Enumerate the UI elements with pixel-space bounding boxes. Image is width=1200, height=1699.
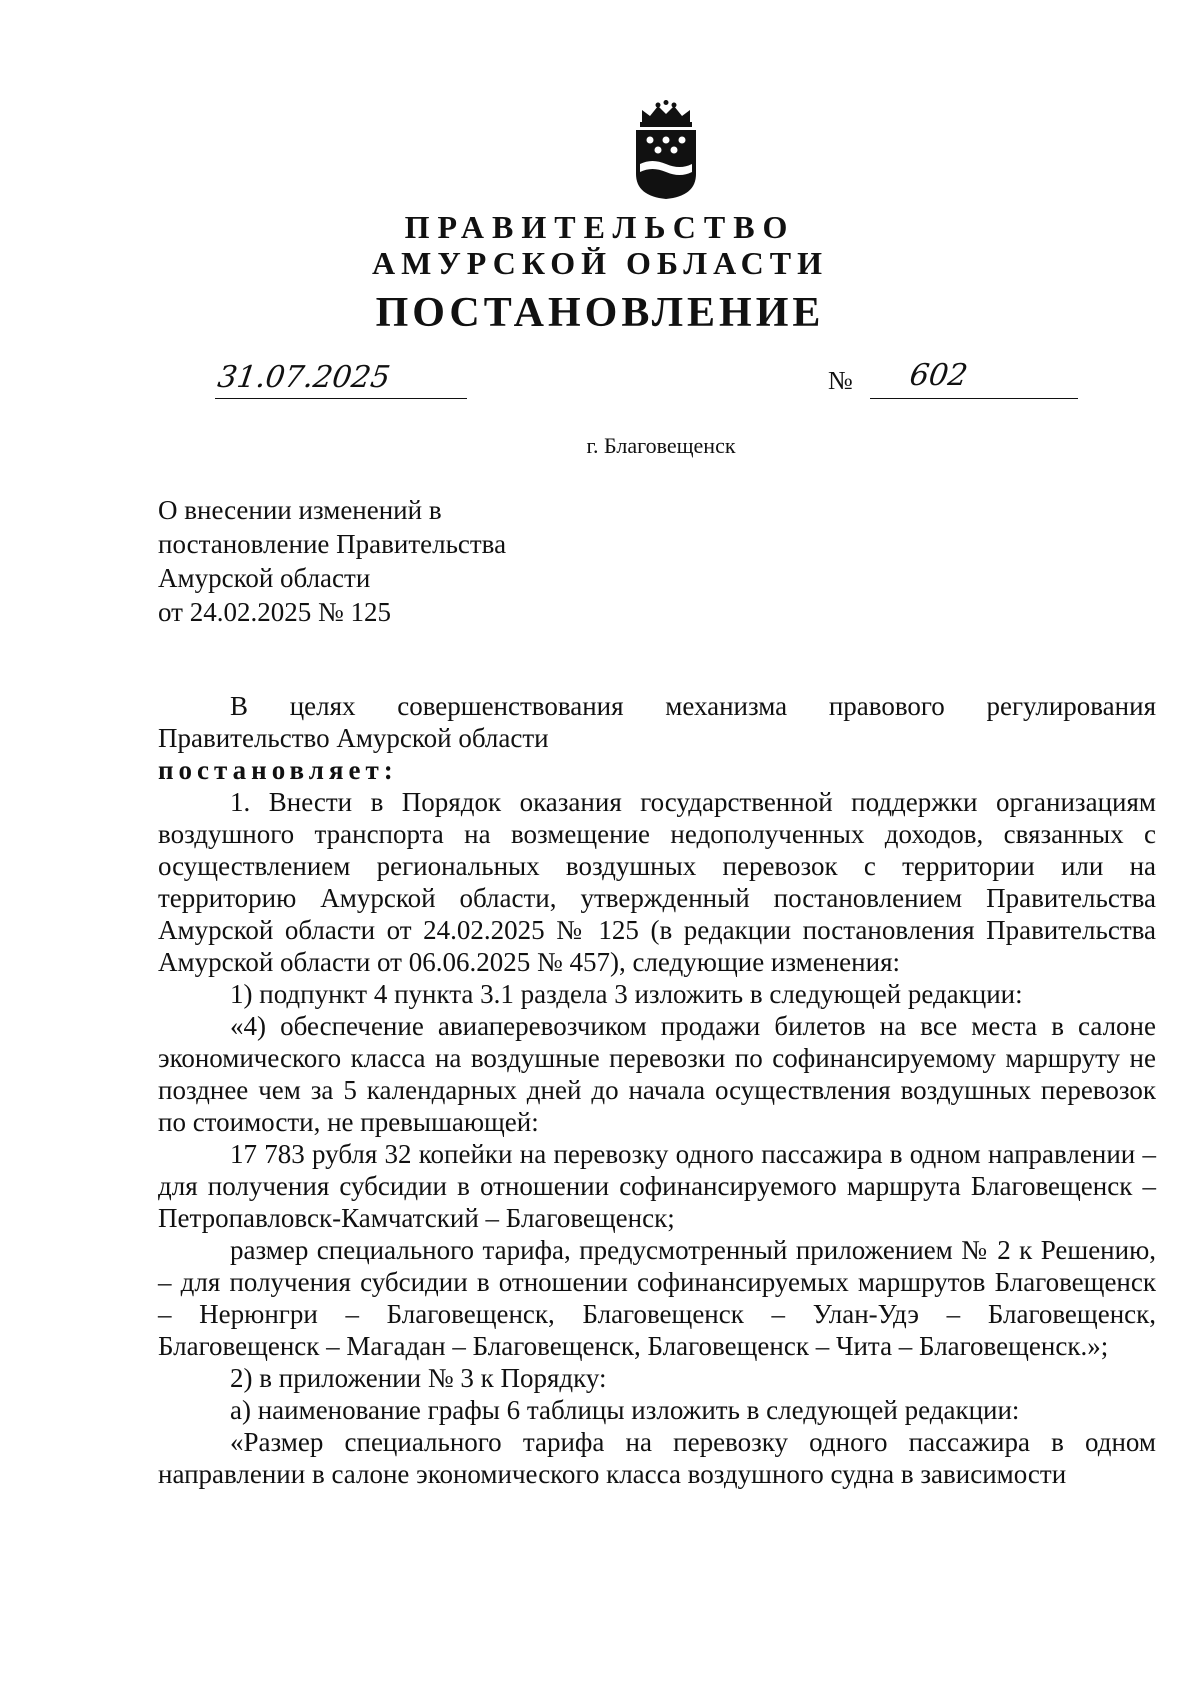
paragraph: «4) обеспечение авиаперевозчиком продажи билетов на все места в салоне экономического класса на воздушные перевозки по софинансируемому маршруту не позднее чем за 5 календарных дней до начала осуществления воздушных перевозок по стоимости, не превышающей: [158,1011,1156,1137]
paragraph: 17 783 рубля 32 копейки на перевозку одного пассажира в одном направлении – для получения субсидии в отношении софинансируемого маршрута Благовещенск – Петропавловск-Камчатский – Благовещенск; [158,1139,1156,1233]
document-subject [158,493,506,629]
city-name: г. Благовещенск [586,433,736,458]
government-title: ПРАВИТЕЛЬСТВО [404,209,796,245]
paragraph: 1. Внести в Порядок оказания государственной поддержки организациям воздушного транспорта на возмещение недополученных доходов, связанных с осуществлением региональных воздушных перевозок с территории или на территорию Амурской области, утвержденный постановлением Правительства Амурской области от 24.02.2025 № 125 (в редакции постановления Правительства Амурской области от 06.06.2025 № 457), следующие изменения: [158,787,1156,977]
paragraph: а) наименование графы 6 таблицы изложить в следующей редакции: [230,1395,1020,1425]
subject-line: постановление Правительства [158,529,507,559]
paragraph: 1) подпункт 4 пункта 3.1 раздела 3 изложить в следующей редакции: [230,979,1023,1009]
number-underline [870,398,1078,399]
subject-line: Амурской области [158,563,371,593]
document-body [158,690,1156,1490]
paragraph: «Размер специального тарифа на перевозку одного пассажира в одном направлении в салоне экономического класса воздушного судна в зависимости [158,1427,1156,1489]
region-title: АМУРСКОЙ ОБЛАСТИ [372,245,828,281]
coat-of-arms-icon [628,100,704,200]
paragraph: 2) в приложении № 3 к Порядку: [230,1363,607,1393]
paragraph: размер специального тарифа, предусмотренный приложением № 2 к Решению, – для получения субсидии в отношении софинансируемых маршрутов Благовещенск – Нерюнгри – Благовещенск, Благовещенск – Улан-Удэ – Благовещенск, Благовещенск – Магадан – Благовещенск, Благовещенск – Чита – Благовещенск.»; [158,1235,1156,1361]
number-sign: № [828,366,853,395]
decree-word: постановляет: [158,755,398,785]
preamble-second-line: Правительство Амурской области [158,723,549,753]
date-underline [215,398,467,399]
subject-line: от 24.02.2025 № 125 [158,597,391,627]
preamble-first-line: В целях совершенствования механизма правового регулирования [230,691,1156,721]
document-type: ПОСТАНОВЛЕНИЕ [375,290,825,336]
document-date: 31.07.2025 [215,360,393,395]
subject-line: О внесении изменений в [158,495,442,525]
document-number: 602 [907,358,970,393]
